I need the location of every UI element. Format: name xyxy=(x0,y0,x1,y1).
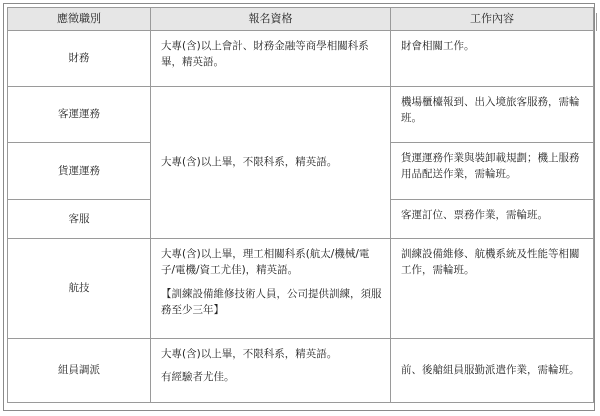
qualification-text: 大專(含)以上畢，不限科系，精英語。 xyxy=(161,348,338,360)
position-cell: 組員調派 xyxy=(8,339,151,403)
table-row xyxy=(8,87,594,143)
position-cell: 貨運運務 xyxy=(8,143,151,200)
header-job-content: 工作內容 xyxy=(391,8,594,31)
position-cell: 財務 xyxy=(8,31,151,87)
qualification-cell xyxy=(151,339,391,403)
header-row xyxy=(8,8,594,31)
header-qualification: 報名資格 xyxy=(151,8,391,31)
job-content-cell: 訓練設備維修、航機系統及性能等相關工作，需輪班。 xyxy=(391,239,594,339)
table-row xyxy=(8,239,594,339)
header-position: 應徵職別 xyxy=(8,8,151,31)
position-cell: 客服 xyxy=(8,200,151,239)
qualification-cell xyxy=(151,239,391,339)
position-cell: 航技 xyxy=(8,239,151,339)
job-content-cell: 前、後艙組員服勤派遣作業，需輪班。 xyxy=(391,339,594,403)
job-content-cell: 貨運運務作業與裝卸載規劃；機上服務用品配送作業，需輪班。 xyxy=(391,143,594,200)
qualification-note: 有經驗者尤佳。 xyxy=(161,371,235,384)
qualification-text: 大專(含)以上畢，理工相關科系(航太/機械/電子/電機/資工尤佳)，精英語。 xyxy=(161,248,370,277)
shared-qualification-cell xyxy=(151,87,391,239)
job-content-cell: 客運訂位、票務作業，需輪班。 xyxy=(391,200,594,239)
job-content-cell: 機場櫃檯報到、出入境旅客服務，需輪班。 xyxy=(391,87,594,143)
qualification-text: 大專(含)以上會計、財務金融等商學相關科系畢，精英語。 xyxy=(161,40,369,69)
position-cell: 客運運務 xyxy=(8,87,151,143)
recruitment-table xyxy=(7,7,594,403)
table-row xyxy=(8,339,594,403)
job-content-cell: 財會相關工作。 xyxy=(391,31,594,87)
qualification-cell xyxy=(151,31,391,87)
table-row xyxy=(8,31,594,87)
qualification-note: 【訓練設備維修技術人員，公司提供訓練，須服務至少三年】 xyxy=(161,287,382,316)
scrollbar-edge xyxy=(596,13,597,31)
qualification-text: 大專(含)以上畢，不限科系，精英語。 xyxy=(161,156,338,169)
